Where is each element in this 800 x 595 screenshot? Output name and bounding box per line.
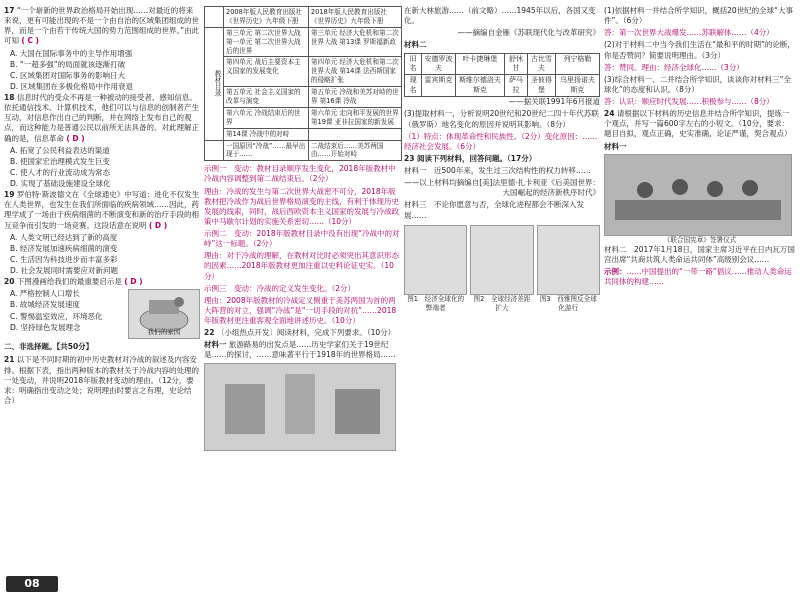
figure-3 [537,225,600,313]
table-cell: 舒休甘 [505,53,528,75]
col4-answer-1: 答：第一次世界大战爆发……苏联解体……（4分） [604,28,774,38]
column-3 [404,6,600,572]
q17-answer: ( C ) [21,36,39,46]
q22-material-label: 材料一 [204,340,227,350]
q18-option-a: A. 拓宽了公民利益表达的渠道 [10,145,110,155]
table-cell: 乌里扬诺夫斯克 [555,75,599,97]
q18-answer: ( D ) [66,133,85,143]
q19-option-b: B. 经济发展加速疾病细菌的演变 [10,243,118,253]
table-row [205,107,402,128]
col4-question-2: (2)对于材料二中当今我们生活在“最和平的时期”的论断，你是否赞同？简要说明理由。（3分） [604,40,795,60]
q17-text: “一个崭新的世界政治格局开始出现……对最近的将来来说，更有可能出现的不是一个由自治的区域集团组成的世界，而是一个由若干传统大国的势力范围组成的世界。”由此可知 [4,6,200,46]
table-cell: 安德罗波夫 [422,53,455,75]
figure-2 [470,225,533,313]
compare-cell [308,128,401,140]
q19-answer: ( D ) [148,220,168,230]
q17-option-a: A. 大国在国际事务中的主导作用增强 [10,48,133,58]
col4-answer-2: 答：赞同。理由：经济全球化……（3分） [604,62,744,72]
q24-number: 24 [604,109,615,119]
compare-table-header [205,7,402,28]
q17-option-d: D. 区域集团在多极化格局中作用衰退 [10,81,134,91]
figure-3-caption: 图3 西雅图反全球化游行 [539,294,597,312]
table-cell: 列宁格勒 [555,53,599,75]
q17-number: 17 [4,6,15,15]
table-row [405,53,600,75]
q19-option-d: D. 社会发展同时需要应对新问题 [10,266,119,275]
q20-number: 20 [4,277,15,287]
q24-stem [604,109,796,139]
compare-cell: 第四单元 经济大危机和第二次世界大战 第14课 法西斯国家的侵略扩张 [308,57,401,87]
col3-intro: 在新大林旅游……（前文略）……1945年以后，各国又变化。 [404,6,596,26]
figure-1 [404,225,467,313]
q24-material-2: 材料二 2017年1月18日，国家主席习近平在日内瓦万国宫出席“共商共筑人类命运共同体”高级别会议…… [604,244,795,264]
table-cell: 叶卡捷琳堡 [455,53,504,75]
q18-text: 信息时代的受众不再是一种被动的接受者、感知信息。依托通信技术、计算机技术，他们可以与信息的创制者产生互动，对信息作出自己的判断，并在网络上发布自己的观点，而这种能力是普通公民以前所无法具备的。对此理解正确的是，信息革命 [4,93,199,143]
figure-3-image [537,225,600,295]
q19-option-a: A. 人类文明已经达到了新的高度 [10,232,118,242]
page-number-badge [6,576,58,592]
table-cell: 旧名 [405,53,422,75]
col4-question-3: (3)综合材料一、二并结合所学知识，谈谈你对材料三“全球化”的态度和认识。（8分） [604,74,792,94]
column-1 [4,6,200,572]
figure-1-caption: 图1 经济全球化的弊端者 [407,294,465,312]
figure-2-caption: 图2 全球经济差距扩大 [473,294,531,312]
answer-example-3: 示例三 变动：冷战的定义发生变化。（2分） [204,283,356,293]
q18-number: 18 [4,93,15,102]
q22-header [204,328,402,338]
answer-reason-3: 理由：2008年版教材的冷战定义侧重于美苏两国为首的两大阵营的对立，强调“冷战”是“一切手段的对抗”……2018年版教材更注重客观全面地讲述历史。（10分） [204,295,397,326]
answer-reason-1: 理由：冷战的发生与第二次世界大战密不可分，2018年版教材把冷战作为战后世界格局演变的主线，有利于体现历史发展的线索，同时，战后西欧资本主义国家的发展与冷战政策中马歇尔计划的实施关系密切……（10分） [204,186,399,226]
col3-source: ——摘编自金雁《苏联现代化与改革研究》 [457,28,600,38]
table-cell: 古比雪夫 [527,53,555,75]
charter-signing-photo [604,154,792,236]
q20-cartoon [128,289,200,339]
q22-text: 〔小组热点开发〕阅读材料，完成下列要求。（10分） [216,328,396,338]
answer-reason-2: 理由：对于冷战的理解，在教材对比时必须突出其意识形态的因素……2018年版教材更加注重以史料论证史实。（10分） [204,251,399,281]
q23-source: ——以上材料均摘编自[美]法里德·扎卡利亚《后美国世界：大国崛起的经济新秩序时代》 [404,178,600,198]
q20-answer: ( D ) [124,277,143,287]
q20-option-c: C. 警惕温室效应，环境恶化 [10,311,103,321]
q24-text: 请根据以下材料的历史信息并结合所学知识，提炼一个观点，并写一篇600字左右的小短文。（10分，要求：题目自拟，观点正确，史实准确，论证严谨，契合观点） [604,109,792,139]
compare-cell: 第六单元 走向和平发展的世界 第19课 亚非拉国家的新发展 [308,107,401,128]
table-cell: 萨马拉 [505,75,528,97]
answer-example-2: 示例二 变动：2018年版教材目录中没有出现“冷战中的对峙”这一标题。（2分） [204,229,400,249]
q20-option-b: B. 故城经济发展速度 [10,300,80,310]
photo-figure-icon [205,364,395,450]
figure-2-image [470,225,533,295]
col3-question-3: (3)提取材料一，分析说明20世纪和20世纪二四十年代苏联（俄罗斯）地名变化的原因并说明其影响。（8分） [404,109,599,129]
q23-material-3: 材料三 不论你愿意与否，全球化进程都会不断深入发展…… [404,200,584,220]
q23-material-1: 材料一 近500年来，发生过三次结构性的权力转移…… [404,166,591,175]
table-cell: 现名 [405,75,422,97]
compare-cell: 第五单元 冷战和美苏对峙的世界 第16课 冷战 [308,87,401,108]
q21-number: 21 [4,355,15,365]
figure-1-image [404,225,467,295]
col4-question-1: (1)依据材料一并结合所学知识，概括20世纪的全球“大事件”。（6分） [604,6,794,26]
compare-corner [205,7,224,28]
table-row [405,75,600,97]
section2-title: 二、非选择题。【共50分】 [4,342,94,352]
column-2 [204,6,402,572]
table-row [205,27,402,57]
q19-option-c: C. 生活因为科技进步而丰富多彩 [10,254,118,264]
table-row [205,140,402,161]
q18-stem [4,93,200,144]
charter-photo-caption: 《联合国宪章》签署仪式 [663,235,737,244]
q22-material-text: 旅游路易的出发点是……历史学家们关于19世纪是……的探讨，……意味著平行于1918年的世界格局…… [204,340,396,360]
figure-row [404,225,600,313]
compare-note-2018: 二战结束后……美苏两国由……开始对峙 [308,140,401,161]
material2-label: 材料二 [404,40,427,50]
q21-text: 以下是不同时期的初中历史教材对冷战的叙述及内容安排。根据下表，指出两种版本的教材关于冷战内容的处理的一处变动，并说明2018年版教材变动的理由。（12分，要求：明确指出变动之处；说明理由时要言之有理，史论结合） [4,355,199,405]
q24-example-title: 示例： [604,266,627,276]
compare-table [204,6,402,161]
compare-side-label: 教材目录 [205,27,224,140]
page-number: 08 [24,576,40,590]
q17-option-c: C. 区域集团对国际事务的影响日大 [10,70,126,80]
answer-example-1: 示例一 变动：教材目录顺序发生变化，2018年版教材中冷战内容调整到第二战结束后。（2分） [204,164,396,184]
compare-header-2008: 2008年版人民教育出版社《世界历史》九年级下册 [224,7,309,28]
q22-material [204,340,402,360]
q20-cartoon-caption: 我们的家园 [147,328,181,337]
compare-cell: 第三单元 经济大危机和第二次世界大战 第13课 罗斯福新政 [308,27,401,57]
q19-number: 19 [4,190,15,200]
q17-option-b: B. “一超多强”的局面就该逐渐打破 [10,59,126,69]
q20-option-d: D. 坚持绿色发展理念 [10,322,81,332]
compare-header-2018: 2018年版人民教育出版社《世界历史》九年级下册 [308,7,401,28]
table-row [205,87,402,108]
table-cell: 斯维尔德洛夫斯克 [455,75,504,97]
compare-cell: 第四单元 战后主要资本主义国家的发展变化 [224,57,309,87]
q19-stem [4,190,200,231]
table-cell: 雷宾斯克 [422,75,455,97]
compare-cell: 第14课 冷战中的对峙 [224,128,309,140]
table-row [205,57,402,87]
q19-text: 罗伯特·斯波德文在《全球通史》中写道：进化不仅发生在人类世界，也发生在我们所面临的疾病领域……因此，药理学成了一场由于疾病细菌的不断演变和新的治疗手段的相互竞争而引发的一场竞赛。这段话意在说明 [4,190,200,230]
q17-stem [4,6,200,47]
q24-example [604,267,796,287]
table-row [205,128,402,140]
table-cell: 圣彼得堡 [527,75,555,97]
photo-figure-icon [605,155,791,235]
q24-example-text: ……中国提出的“一带一路”倡议……推动人类命运共同体的构建…… [604,266,792,286]
col3-answer-3: （1）特点：体现革命性和民族性。（2分）变化原因：……经济社会发展。（6分） [404,131,598,151]
q21-stem [4,355,200,406]
compare-note-2008: 一国原因“冷战”……最早出现于…… [224,140,309,161]
compare-cell: 第三单元 第二次世界大战 第一单元 第二次世界大战后的世界 [224,27,309,57]
q20-text: 下图漫画给我们的最重要启示是 [16,277,122,287]
page-footer [0,573,800,595]
table-source: ——据关联1991年6月报道 [508,97,600,107]
q24-material-label: 材料一 [604,141,627,151]
q18-option-d: D. 实现了基础设施建设全球化 [10,179,111,188]
column-4 [604,6,796,572]
col4-answer-3: 答：认识：顺应时代发展……积极参与……（8分） [604,97,774,106]
q20-option-a: A. 严格控制人口增长 [10,289,80,299]
q22-number: 22 [204,328,215,338]
compare-cell: 第六单元 冷战结束后的世界 [224,107,309,128]
q23-title: 23 阅读下列材料，回答问题。（17分） [404,153,537,163]
q18-option-b: B. 使国家宏治理模式发生巨变 [10,156,110,166]
historical-photo [204,363,396,451]
q18-option-c: C. 使人才的行业流动成为常态 [10,167,111,177]
compare-cell [205,140,224,161]
city-name-table [404,53,600,98]
q20-stem [4,277,200,287]
compare-cell: 第五单元 社会主义国家的改革与演变 [224,87,309,108]
